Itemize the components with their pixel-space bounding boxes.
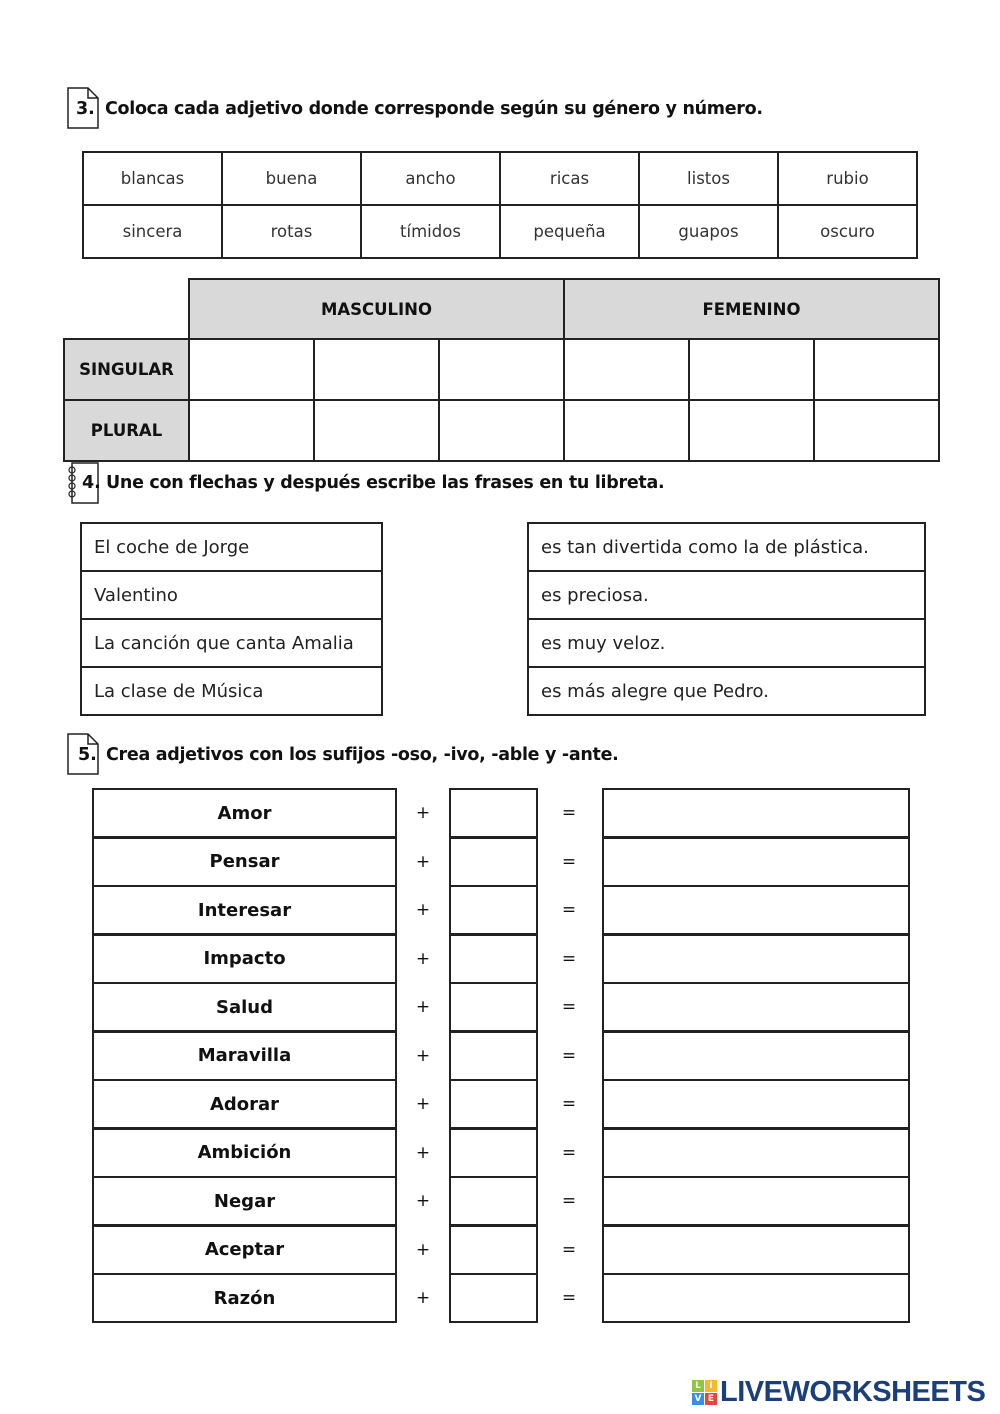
section3-title: Coloca cada adjetivo donde corresponde según su género y número. — [105, 99, 763, 119]
result-input[interactable] — [602, 1031, 910, 1081]
match-item-left[interactable]: La clase de Música — [81, 667, 382, 715]
word-bank-cell[interactable]: ricas — [500, 152, 639, 205]
match-row — [528, 523, 925, 571]
match-row — [81, 523, 382, 571]
plus-sign: + — [415, 803, 431, 823]
equals-sign: = — [561, 948, 577, 969]
classification-table — [63, 278, 940, 462]
result-input[interactable] — [602, 1273, 910, 1323]
section4-number: 4. — [82, 473, 101, 493]
equals-sign: = — [561, 1094, 577, 1114]
base-word: Salud — [92, 982, 397, 1032]
match-right-table — [527, 522, 926, 716]
match-row — [528, 619, 925, 667]
corner-cell — [64, 279, 189, 339]
equals-sign: = — [561, 1239, 577, 1260]
match-item-right[interactable]: es más alegre que Pedro. — [528, 667, 925, 715]
drop-cell[interactable] — [689, 400, 814, 461]
base-word: Impacto — [92, 934, 397, 984]
suffix-input[interactable] — [449, 982, 538, 1032]
plus-sign: + — [415, 1094, 431, 1114]
suffix-input[interactable] — [449, 1225, 538, 1275]
result-input[interactable] — [602, 982, 910, 1032]
liveworksheets-logo: L I V E LIVEWORKSHEETS — [692, 1376, 985, 1409]
suffix-input[interactable] — [449, 788, 538, 838]
equals-sign: = — [561, 1288, 577, 1308]
base-word: Negar — [92, 1176, 397, 1226]
classification-row — [64, 400, 939, 461]
drop-cell[interactable] — [814, 400, 939, 461]
equals-sign: = — [561, 1142, 577, 1163]
base-word: Amor — [92, 788, 397, 838]
word-bank-cell[interactable]: sincera — [83, 205, 222, 258]
section5-title: Crea adjetivos con los sufijos -oso, -ivo, -able y -ante. — [106, 745, 619, 765]
result-input[interactable] — [602, 788, 910, 838]
equals-sign: = — [561, 1191, 577, 1211]
word-bank-cell[interactable]: rubio — [778, 152, 917, 205]
word-bank-cell[interactable]: tímidos — [361, 205, 500, 258]
suffix-input[interactable] — [449, 1079, 538, 1129]
plus-sign: + — [415, 851, 431, 872]
word-bank-row — [83, 205, 917, 258]
plus-sign: + — [415, 1288, 431, 1308]
header-masculino: MASCULINO — [189, 279, 564, 339]
plus-sign: + — [415, 948, 431, 969]
base-word: Aceptar — [92, 1225, 397, 1275]
base-word: Ambición — [92, 1128, 397, 1178]
drop-cell[interactable] — [564, 339, 689, 400]
row-label-plural: PLURAL — [64, 400, 189, 461]
drop-cell[interactable] — [314, 400, 439, 461]
row-label-singular: SINGULAR — [64, 339, 189, 400]
suffix-input[interactable] — [449, 934, 538, 984]
section3-number: 3. — [76, 99, 95, 119]
match-item-right[interactable]: es tan divertida como la de plástica. — [528, 523, 925, 571]
base-word: Adorar — [92, 1079, 397, 1129]
base-word: Razón — [92, 1273, 397, 1323]
plus-sign: + — [415, 997, 431, 1017]
equals-sign: = — [561, 1045, 577, 1066]
result-input[interactable] — [602, 885, 910, 935]
classification-row — [64, 339, 939, 400]
suffix-input[interactable] — [449, 1273, 538, 1323]
result-input[interactable] — [602, 1128, 910, 1178]
drop-cell[interactable] — [439, 339, 564, 400]
base-word: Interesar — [92, 885, 397, 935]
header-femenino: FEMENINO — [564, 279, 939, 339]
match-row — [81, 571, 382, 619]
word-bank-row — [83, 152, 917, 205]
drop-cell[interactable] — [189, 400, 314, 461]
equals-sign: = — [561, 803, 577, 823]
match-item-right[interactable]: es muy veloz. — [528, 619, 925, 667]
result-input[interactable] — [602, 1225, 910, 1275]
suffix-input[interactable] — [449, 1128, 538, 1178]
word-bank-cell[interactable]: rotas — [222, 205, 361, 258]
word-bank-table — [82, 151, 918, 259]
match-left-table — [80, 522, 383, 716]
word-bank-cell[interactable]: blancas — [83, 152, 222, 205]
base-word: Pensar — [92, 837, 397, 887]
drop-cell[interactable] — [814, 339, 939, 400]
plus-sign: + — [415, 1239, 431, 1260]
word-bank-cell[interactable]: ancho — [361, 152, 500, 205]
equals-sign: = — [561, 851, 577, 872]
match-item-right[interactable]: es preciosa. — [528, 571, 925, 619]
match-item-left[interactable]: El coche de Jorge — [81, 523, 382, 571]
plus-sign: + — [415, 1045, 431, 1066]
equals-sign: = — [561, 997, 577, 1017]
result-input[interactable] — [602, 934, 910, 984]
match-item-left[interactable]: Valentino — [81, 571, 382, 619]
suffix-input[interactable] — [449, 885, 538, 935]
match-row — [81, 667, 382, 715]
word-bank-cell[interactable]: oscuro — [778, 205, 917, 258]
match-row — [528, 571, 925, 619]
result-input[interactable] — [602, 1079, 910, 1129]
match-item-left[interactable]: La canción que canta Amalia — [81, 619, 382, 667]
plus-sign: + — [415, 1142, 431, 1163]
equals-sign: = — [561, 900, 577, 920]
suffix-input[interactable] — [449, 1176, 538, 1226]
plus-sign: + — [415, 900, 431, 920]
match-row — [81, 619, 382, 667]
word-bank-cell[interactable]: pequeña — [500, 205, 639, 258]
section4-title: Une con flechas y después escribe las frases en tu libreta. — [106, 473, 665, 493]
result-input[interactable] — [602, 1176, 910, 1226]
word-bank-cell[interactable]: listos — [639, 152, 778, 205]
drop-cell[interactable] — [439, 400, 564, 461]
section5-number: 5. — [78, 745, 97, 765]
suffix-input[interactable] — [449, 837, 538, 887]
drop-cell[interactable] — [314, 339, 439, 400]
word-bank-cell[interactable]: buena — [222, 152, 361, 205]
result-input[interactable] — [602, 837, 910, 887]
drop-cell[interactable] — [689, 339, 814, 400]
word-bank-cell[interactable]: guapos — [639, 205, 778, 258]
suffix-input[interactable] — [449, 1031, 538, 1081]
match-row — [528, 667, 925, 715]
plus-sign: + — [415, 1191, 431, 1211]
drop-cell[interactable] — [189, 339, 314, 400]
drop-cell[interactable] — [564, 400, 689, 461]
base-word: Maravilla — [92, 1031, 397, 1081]
